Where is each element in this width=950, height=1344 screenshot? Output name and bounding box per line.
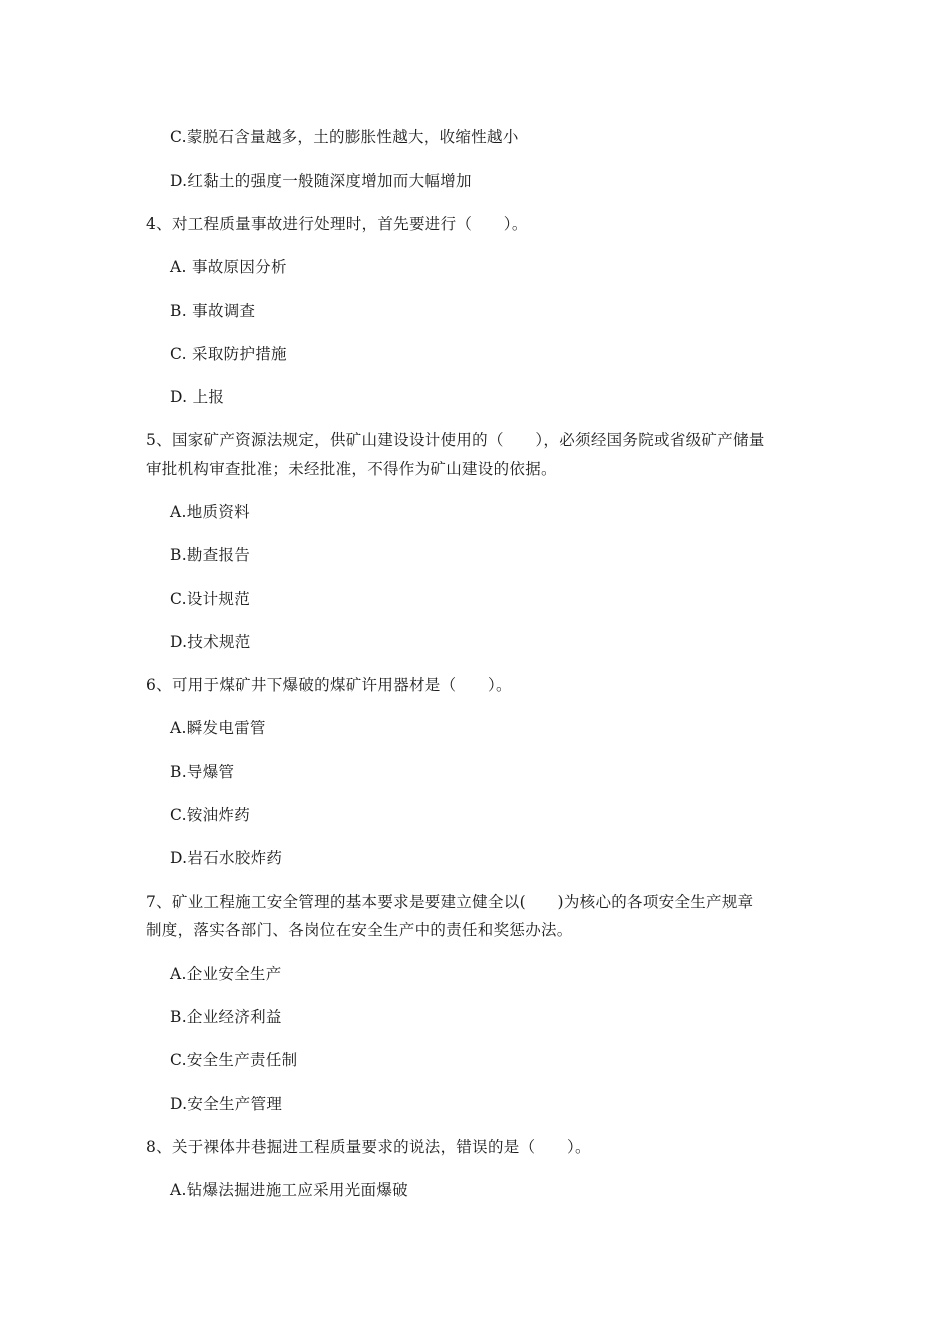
option-q3-d: D.红黏土的强度一般随深度增加而大幅增加 [170,172,472,190]
option-q6-d: D.岩石水胶炸药 [170,849,283,867]
option-q5-d: D.技术规范 [170,633,251,651]
option-q7-a: A.企业安全生产 [170,965,282,983]
option-q4-c: C. 采取防护措施 [170,345,287,363]
option-q6-c: C.铵油炸药 [170,806,251,824]
option-q5-a: A.地质资料 [170,503,250,521]
option-q8-a: A.钻爆法掘进施工应采用光面爆破 [170,1181,408,1199]
question-4-stem: 4、对工程质量事故进行处理时，首先要进行（ ）。 [146,215,528,233]
option-q5-c: C.设计规范 [170,590,251,608]
option-q6-a: A.瞬发电雷管 [170,719,266,737]
option-q7-d: D.安全生产管理 [170,1095,283,1113]
option-q7-c: C.安全生产责任制 [170,1051,298,1069]
question-5-stem-line1: 5、国家矿产资源法规定，供矿山建设设计使用的（ ），必须经国务院或省级矿产储量 [146,431,765,449]
option-q6-b: B.导爆管 [170,763,235,781]
option-q4-a: A. 事故原因分析 [170,258,287,276]
option-q7-b: B.企业经济利益 [170,1008,282,1026]
question-6-stem: 6、可用于煤矿井下爆破的煤矿许用器材是（ ）。 [146,676,512,694]
question-7-stem-line1: 7、矿业工程施工安全管理的基本要求是要建立健全以( )为核心的各项安全生产规章 [146,893,754,911]
question-5-stem-line2: 审批机构审查批准；未经批准，不得作为矿山建设的依据。 [146,460,557,478]
option-q4-b: B. 事故调查 [170,302,256,320]
option-q5-b: B.勘查报告 [170,546,251,564]
option-q3-c: C.蒙脱石含量越多，土的膨胀性越大，收缩性越小 [170,128,519,146]
question-8-stem: 8、关于裸体井巷掘进工程质量要求的说法，错误的是（ ）。 [146,1138,591,1156]
option-q4-d: D. 上报 [170,388,225,406]
question-7-stem-line2: 制度，落实各部门、各岗位在安全生产中的责任和奖惩办法。 [146,921,573,939]
